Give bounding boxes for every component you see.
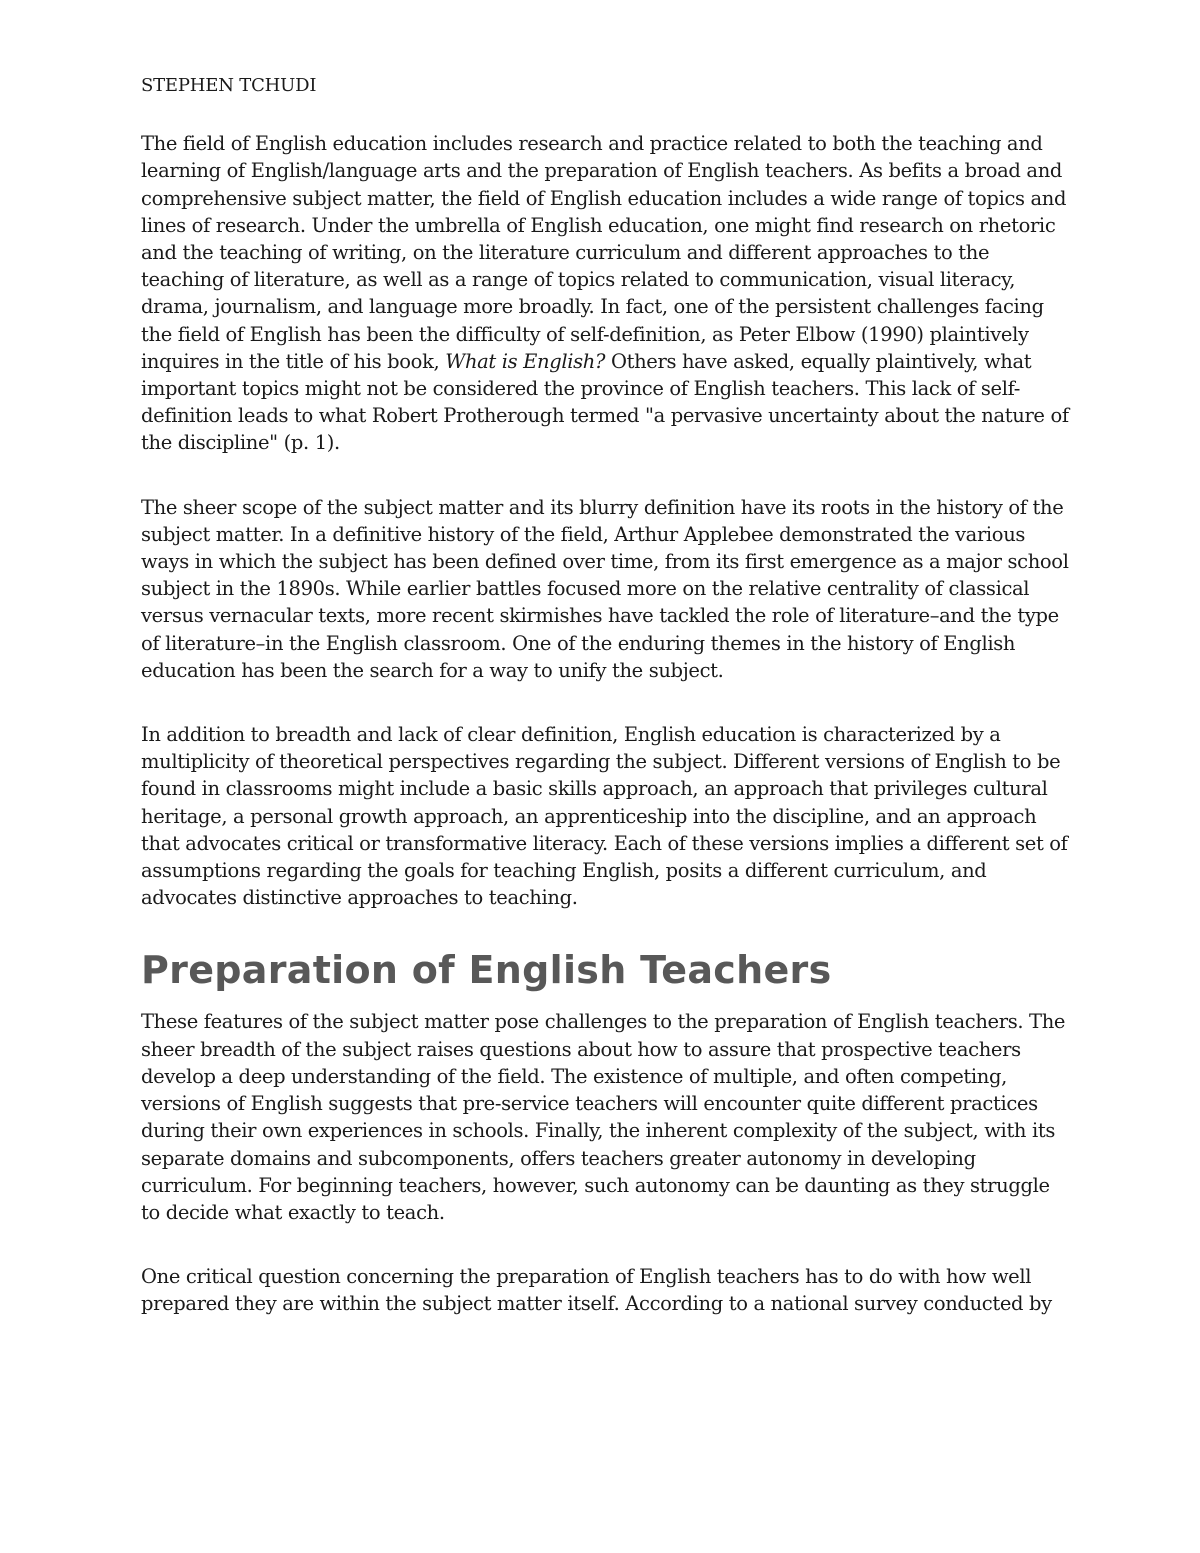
paragraph-subject-preparation: One critical question concerning the preparation of English teachers has to do with how well prepared they are within the subject matter itself. According to a national survey conducted by: [141, 1265, 1052, 1316]
document-page: [141, 72, 1071, 1318]
book-title: What is English?: [445, 349, 606, 373]
paragraph-intro-text: The field of English education includes research and practice related to both the teaching and learning of English/language arts and the preparation of English teachers. As befits a broad and comprehensive subject matter, the field of English education includes a wide range of topics and lines of research. Under the umbrella of English education, one might find research on rhetoric and the teaching of writing, on the literature curriculum and different approaches to the teaching of literature, as well as a range of topics related to communication, visual literacy, drama, journalism, and language more broadly. In fact, one of the persistent challenges facing the field of English has been the difficulty of self-definition, as Peter Elbow (1990) plaintively inquires in the title of his book,: [141, 132, 1067, 373]
section-heading: Preparation of English Teachers: [141, 948, 832, 993]
paragraph-intro-continued: Others have asked, equally plaintively, what important topics might not be considered the province of English teachers. This lack of self-definition leads to what Robert Protherough termed "a pervasive uncertainty about the nature of the discipline" (p. 1).: [141, 349, 1069, 455]
paragraph-intro: [141, 130, 1071, 456]
paragraph-challenges: These features of the subject matter pose challenges to the preparation of English teachers. The sheer breadth of the subject raises questions about how to assure that prospective teachers develop a deep understanding of the field. The existence of multiple, and often competing, versions of English suggests that pre-service teachers will encounter quite different practices during their own experiences in schools. Finally, the inherent complexity of the subject, with its separate domains and subcomponents, offers teachers greater autonomy in developing curriculum. For beginning teachers, however, such autonomy can be daunting as they struggle to decide what exactly to teach.: [141, 1010, 1066, 1224]
paragraph-perspectives: In addition to breadth and lack of clear definition, English education is characterized by a multiplicity of theoretical perspectives regarding the subject. Different versions of English to be found in classrooms might include a basic skills approach, an approach that privileges cultural heritage, a personal growth approach, an apprenticeship into the discipline, and an approach that advocates critical or transformative literacy. Each of these versions implies a different set of assumptions regarding the goals for teaching English, posits a different curriculum, and advocates distinctive approaches to teaching.: [141, 723, 1068, 910]
paragraph-history: The sheer scope of the subject matter and its blurry definition have its roots in the history of the subject matter. In a definitive history of the field, Arthur Applebee demonstrated the various ways in which the subject has been defined over time, from its first emergence as a major school subject in the 1890s. While earlier battles focused more on the relative centrality of classical versus vernacular texts, more recent skirmishes have tackled the role of literature–and the type of literature–in the English classroom. One of the enduring themes in the history of English education has been the search for a way to unify the subject.: [141, 495, 1069, 682]
author-name: STEPHEN TCHUDI: [141, 75, 317, 96]
